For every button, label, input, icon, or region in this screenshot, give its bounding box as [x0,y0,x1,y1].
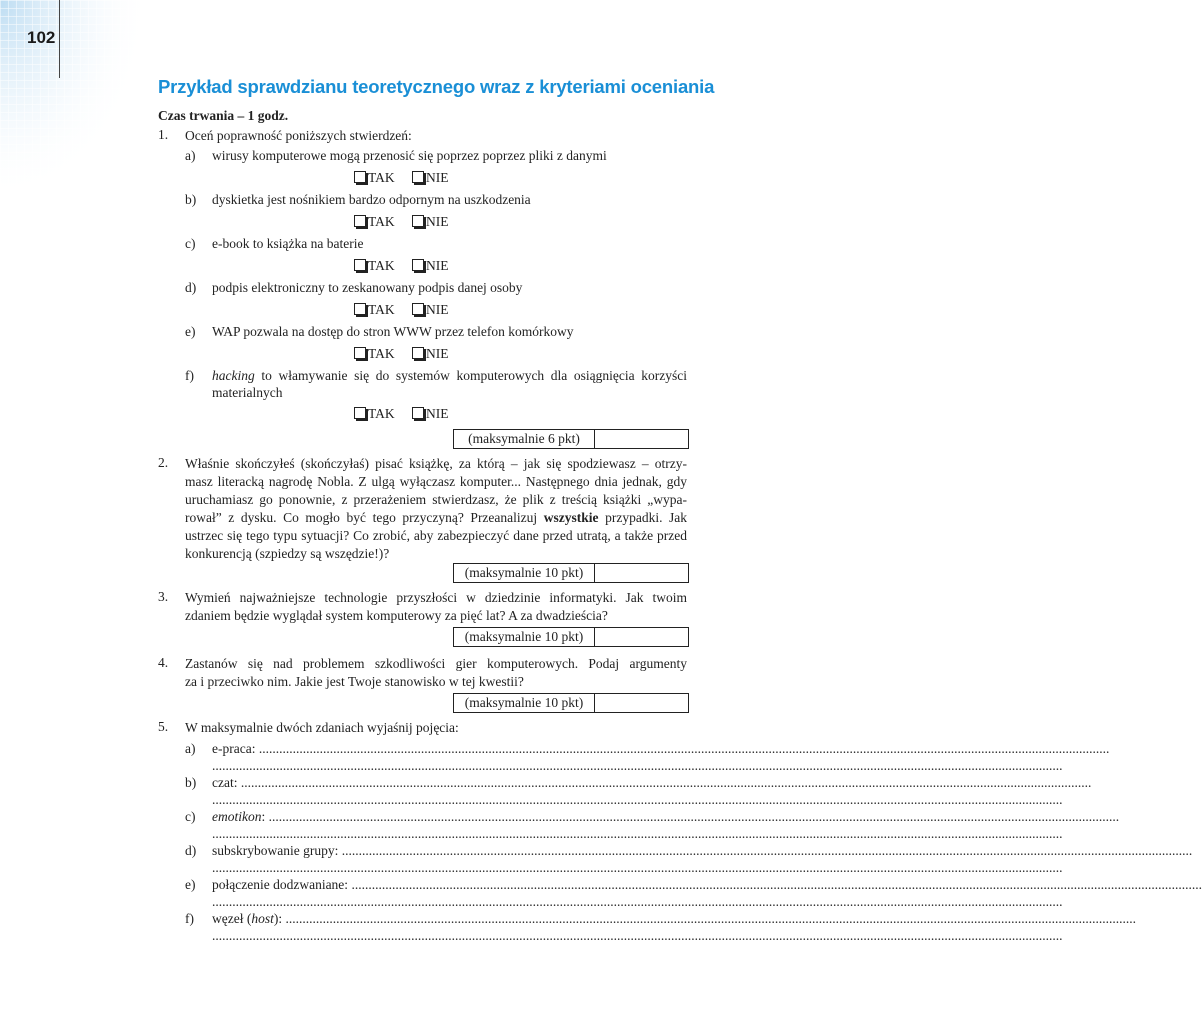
question-number: 1. [158,127,169,142]
item-letter: f) [185,368,194,383]
answer-line[interactable]: subskrybowanie grupy: ............................................................................................................................................................................................................................................................ [212,843,1193,858]
yes-option[interactable]: TAK [354,214,395,230]
statement-text: wirusy komputerowe mogą przenosić się poprzez poprzez pliki z danymi [212,148,607,163]
question-text: ustrzec się tego typu sytuacji? Co zrobić, aby zabezpieczyć dane przed utratą, a także przed [185,528,687,543]
answer-line[interactable]: połączenie dodzwaniane: ............................................................................................................................................................................................................................................................ [212,877,1202,892]
question-text: konkurencją (szpiedzy są wszędzie!)? [185,546,390,561]
score-box [453,563,689,583]
yes-option[interactable]: TAK [354,302,395,318]
answer-line[interactable]: emotikon: ............................................................................................................................................................................................................................................................ [212,809,1120,824]
question-text: masz literacką nagrodę Nobla. Z ulgą wyłączasz komputer... Następnego dnia jednak, gdy [185,474,687,489]
item-letter: a) [185,741,196,756]
answer-line[interactable]: ............................................................................................................................................................................................................................................................ [212,860,1063,875]
yes-option[interactable]: TAK [354,258,395,274]
item-letter: a) [185,148,196,163]
page-number: 102 [27,28,56,47]
score-label: (maksymalnie 10 pkt) [454,564,595,582]
no-option[interactable]: NIE [412,170,449,186]
answer-options [354,406,463,424]
statement-text: dyskietka jest nośnikiem bardzo odpornym na uszkodzenia [212,192,531,207]
item-letter: b) [185,192,197,207]
margin-rule [59,0,60,78]
no-option[interactable]: NIE [412,258,449,274]
question-text: Oceń poprawność poniższych stwierdzeń: [185,128,412,143]
yes-option[interactable]: TAK [354,170,395,186]
no-option[interactable]: NIE [412,214,449,230]
answer-line[interactable]: ............................................................................................................................................................................................................................................................ [212,928,1063,943]
statement-text: e-book to książka na baterie [212,236,364,251]
item-letter: d) [185,280,197,295]
checkbox-icon[interactable] [412,407,424,419]
checkbox-icon[interactable] [412,259,424,271]
question-text: rował” z dysku. Co mogło być tego przyczyną? Przeanalizuj wszystkie przypadki. Jak [185,510,688,525]
answer-line[interactable]: ............................................................................................................................................................................................................................................................ [212,758,1063,773]
score-label: (maksymalnie 10 pkt) [454,628,595,646]
statement-text: WAP pozwala na dostęp do stron WWW przez telefon komórkowy [212,324,574,339]
no-option[interactable]: NIE [412,406,449,422]
item-letter: b) [185,775,197,790]
checkbox-icon[interactable] [354,171,366,183]
question-text: Zastanów się nad problemem szkodliwości gier komputerowych. Podaj argumenty [185,656,687,671]
answer-options [354,258,463,276]
question-text: Wymień najważniejsze technologie przyszłości w dziedzinie informatyki. Jak twoim [185,590,687,605]
question-number: 3. [158,589,169,604]
question-number: 4. [158,655,169,670]
no-option[interactable]: NIE [412,302,449,318]
corner-decoration [0,0,150,200]
score-box [453,693,689,713]
checkbox-icon[interactable] [354,347,366,359]
question-number: 5. [158,719,169,734]
question-number: 2. [158,455,169,470]
score-label: (maksymalnie 6 pkt) [454,430,595,448]
answer-options [354,214,463,232]
score-label: (maksymalnie 10 pkt) [454,694,595,712]
page-title: Przykład sprawdzianu teoretycznego wraz z kryteriami oceniania [158,76,715,97]
question-text: W maksymalnie dwóch zdaniach wyjaśnij pojęcia: [185,720,459,735]
item-letter: f) [185,911,194,926]
answer-line[interactable]: ............................................................................................................................................................................................................................................................ [212,792,1063,807]
checkbox-icon[interactable] [412,347,424,359]
item-letter: e) [185,877,196,892]
checkbox-icon[interactable] [354,259,366,271]
item-letter: e) [185,324,196,339]
answer-options [354,346,463,364]
checkbox-icon[interactable] [412,215,424,227]
answer-line[interactable]: węzeł (host): ............................................................................................................................................................................................................................................................ [212,911,1136,926]
score-box [453,429,689,449]
answer-line[interactable]: ............................................................................................................................................................................................................................................................ [212,894,1063,909]
checkbox-icon[interactable] [354,303,366,315]
no-option[interactable]: NIE [412,346,449,362]
answer-line[interactable]: ............................................................................................................................................................................................................................................................ [212,826,1063,841]
item-letter: d) [185,843,197,858]
question-text: uruchamiasz go ponownie, z przerażeniem stwierdzasz, że plik z treścią książki „wypa- [185,492,687,507]
checkbox-icon[interactable] [354,407,366,419]
question-text: zdaniem będzie wyglądał system komputerowy za pięć lat? A za dwadzieścia? [185,608,608,623]
answer-options [354,302,463,320]
item-letter: c) [185,809,196,824]
yes-option[interactable]: TAK [354,406,395,422]
checkbox-icon[interactable] [354,215,366,227]
question-text: Właśnie skończyłeś (skończyłaś) pisać książkę, za którą – jak się spodziewasz – otrzy- [185,456,687,471]
item-letter: c) [185,236,196,251]
checkbox-icon[interactable] [412,171,424,183]
answer-line[interactable]: czat: ............................................................................................................................................................................................................................................................ [212,775,1092,790]
duration: Czas trwania – 1 godz. [158,108,289,123]
question-text: za i przeciwko nim. Jakie jest Twoje stanowisko w tej kwestii? [185,674,524,689]
statement-text: materialnych [212,385,283,400]
yes-option[interactable]: TAK [354,346,395,362]
statement-text: hacking to włamywanie się do systemów komputerowych dla osiągnięcia korzyści [212,368,688,383]
answer-options [354,170,463,188]
statement-text: podpis elektroniczny to zeskanowany podpis danej osoby [212,280,523,295]
checkbox-icon[interactable] [412,303,424,315]
score-box [453,627,689,647]
answer-line[interactable]: e-praca: ............................................................................................................................................................................................................................................................ [212,741,1110,756]
